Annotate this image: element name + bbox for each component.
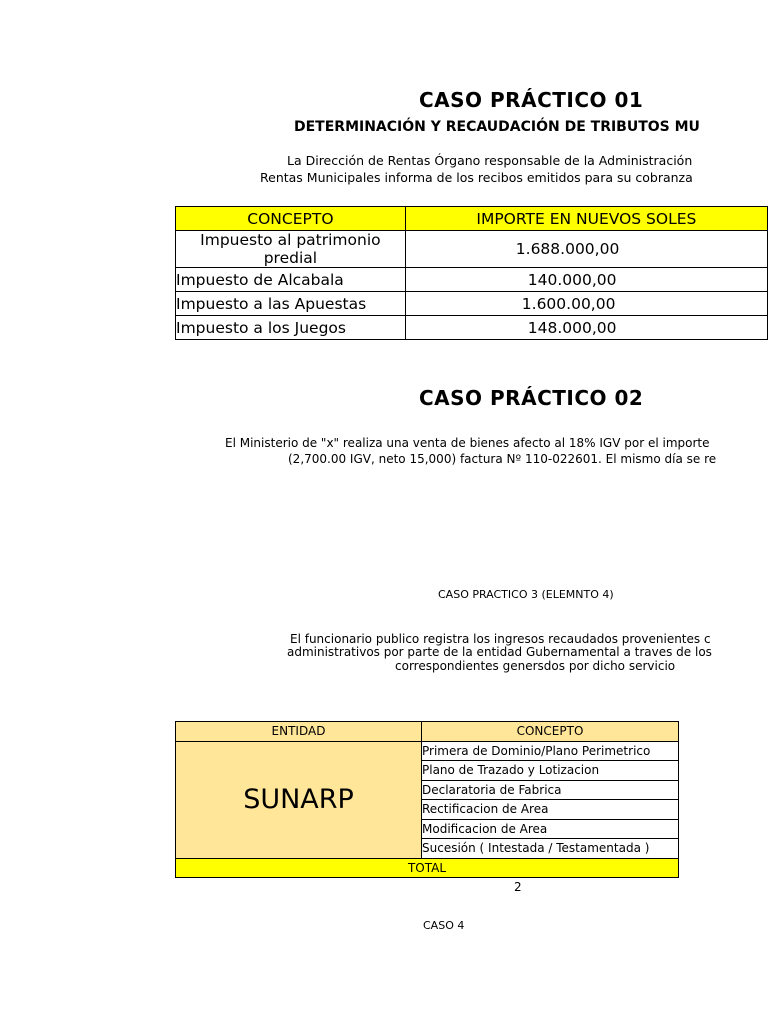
concepto-cell: Impuesto a los Juegos [176,316,406,340]
importe-cell: 148.000,00 [405,316,767,340]
case3-paragraph-line3: correspondientes genersdos por dicho servicio [395,659,676,673]
concepto-cell: Sucesión ( Intestada / Testamentada ) [422,839,679,859]
concepto-cell: Impuesto al patrimonio predial [176,231,406,268]
concepto-cell: Impuesto a las Apuestas [176,292,406,316]
case3-title: CASO PRACTICO 3 (ELEMNTO 4) [438,588,614,601]
case1-paragraph-line1: La Dirección de Rentas Órgano responsable de la Administración [287,153,693,168]
case1-title: CASO PRÁCTICO 01 [419,88,644,112]
table-header-row [176,722,679,742]
table-header-row [176,207,768,231]
case3-paragraph-line2: administrativos por parte de la entidad Gubernamental a traves de los [287,645,712,659]
table-row [176,268,768,292]
case3-table [175,721,679,878]
header-concepto: CONCEPTO [422,722,679,742]
table-row [176,316,768,340]
case1-paragraph-line2: Rentas Municipales informa de los recibos emitidos para su cobranza [260,170,693,185]
table-row [176,741,679,761]
importe-cell: 140.000,00 [405,268,767,292]
case1-table [175,206,768,340]
concepto-cell: Modificacion de Area [422,819,679,839]
entity-cell: SUNARP [176,741,422,858]
header-concepto: CONCEPTO [176,207,406,231]
concepto-cell: Plano de Trazado y Lotizacion [422,761,679,781]
case4-title: CASO 4 [423,919,465,932]
total-label: TOTAL [176,858,679,878]
total-row [176,858,679,878]
header-entidad: ENTIDAD [176,722,422,742]
table-row [176,231,768,268]
concepto-cell: Impuesto de Alcabala [176,268,406,292]
importe-cell: 1.600.00,00 [405,292,767,316]
case2-paragraph-line1: El Ministerio de "x" realiza una venta de bienes afecto al 18% IGV por el importe [225,436,710,450]
concepto-cell: Rectificacion de Area [422,800,679,820]
case1-subtitle: DETERMINACIÓN Y RECAUDACIÓN DE TRIBUTOS MU [294,119,700,135]
case3-paragraph-line1: El funcionario publico registra los ingresos recaudados provenientes c [290,632,711,646]
concepto-cell: Declaratoria de Fabrica [422,780,679,800]
table-row [176,292,768,316]
case2-paragraph-line2: (2,700.00 IGV, neto 15,000) factura Nº 110-022601. El mismo día se re [288,452,717,466]
concepto-cell: Primera de Dominio/Plano Perimetrico [422,741,679,761]
importe-cell: 1.688.000,00 [405,231,767,268]
page-number: 2 [514,880,522,894]
case2-title: CASO PRÁCTICO 02 [419,386,644,410]
header-importe: IMPORTE EN NUEVOS SOLES [405,207,767,231]
